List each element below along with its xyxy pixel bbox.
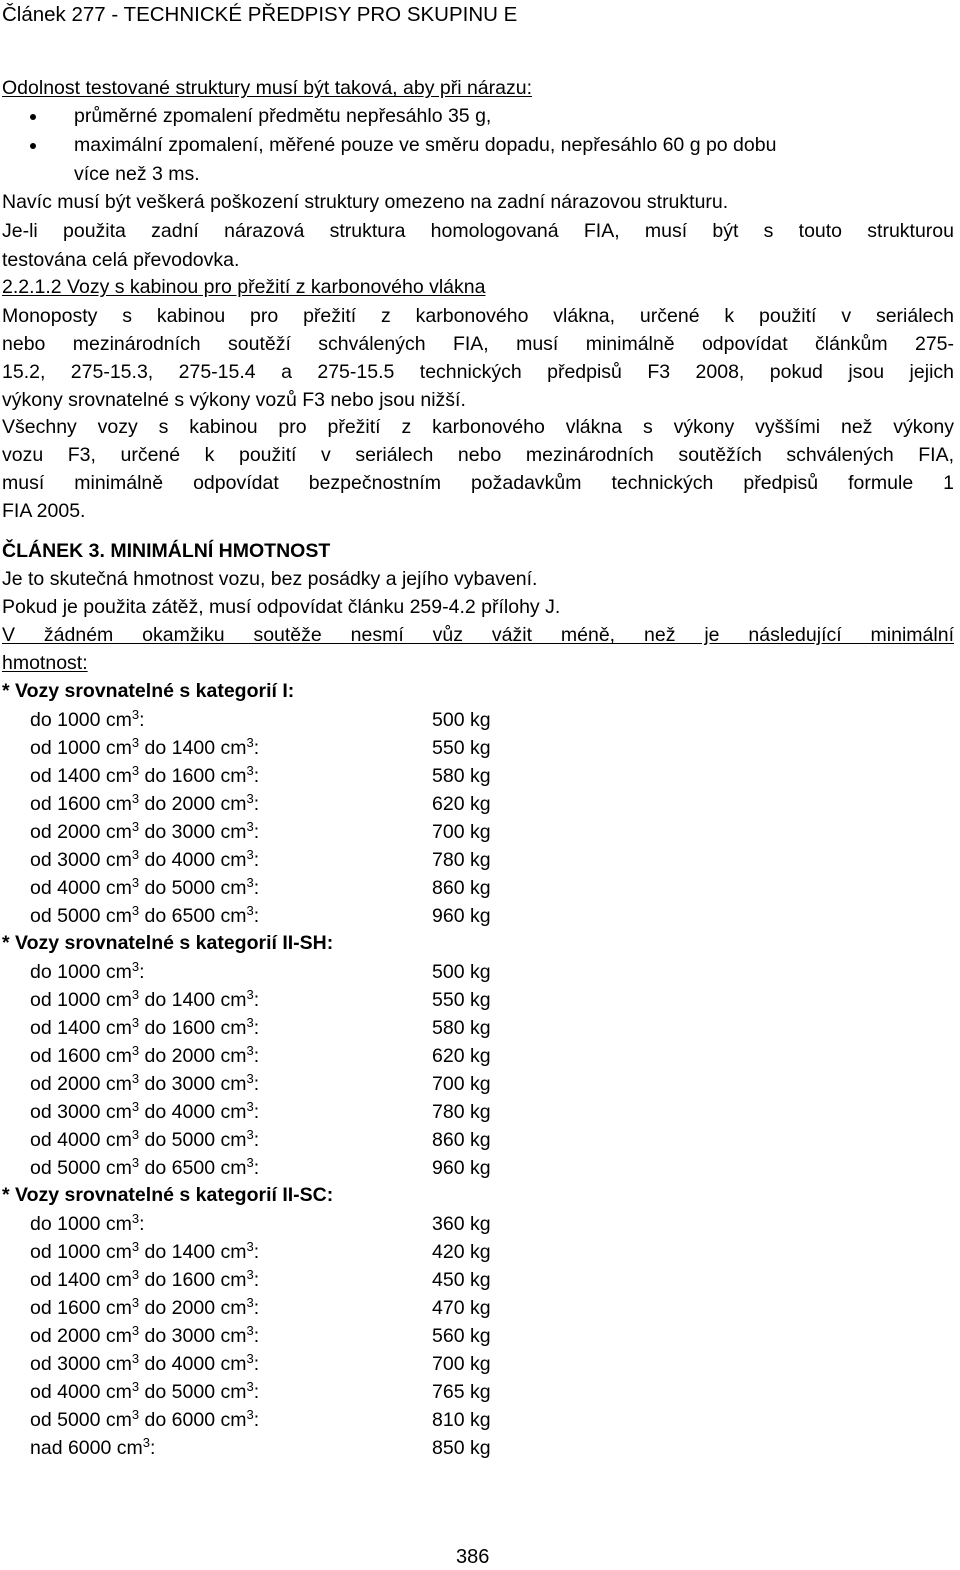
paragraph: Navíc musí být veškerá poškození struktury omezeno na zadní nárazovou strukturu. [2, 191, 729, 213]
paragraph: Pokud je použita zátěž, musí odpovídat článku 259-4.2 přílohy J. [2, 596, 561, 618]
intro-text: Odolnost testované struktury musí být taková, aby při nárazu: [2, 77, 533, 99]
paragraph-line: testována celá převodovka. [2, 249, 240, 271]
bullet-item: průměrné zpomalení předmětu nepřesáhlo 35 g, [74, 105, 492, 127]
page-title: Článek 277 - TECHNICKÉ PŘEDPISY PRO SKUPINU E [2, 3, 518, 26]
page-number: 386 [456, 1546, 490, 1568]
paragraph-line: FIA 2005. [2, 500, 86, 522]
article-heading: ČLÁNEK 3. MINIMÁLNÍ HMOTNOST [2, 540, 331, 562]
category-heading: * Vozy srovnatelné s kategorií II-SC: [2, 1184, 334, 1206]
paragraph-line: výkony srovnatelné s výkony vozů F3 nebo jsou nižší. [2, 389, 466, 411]
category-heading: * Vozy srovnatelné s kategorií I: [2, 680, 295, 702]
category-heading: * Vozy srovnatelné s kategorií II-SH: [2, 932, 334, 954]
paragraph-line: hmotnost: [2, 652, 88, 674]
paragraph-line: Všechny vozy s kabinou pro přežití z karbonového vlákna s výkony vyššími než výkony [2, 416, 954, 438]
paragraph-line: vozu F3, určené k použití v seriálech nebo mezinárodních soutěžích schválených FIA, [2, 444, 954, 466]
section-heading: 2.2.1.2 Vozy s kabinou pro přežití z karbonového vlákna [2, 276, 486, 298]
paragraph-line: musí minimálně odpovídat bezpečnostním požadavkům technických předpisů formule 1 [2, 472, 954, 494]
paragraph-line: Je-li použita zadní nárazová struktura homologovaná FIA, musí být s touto strukturou [2, 220, 954, 242]
bullet-icon [30, 143, 36, 149]
paragraph-line: Monoposty s kabinou pro přežití z karbonového vlákna, určené k použití v seriálech [2, 305, 954, 327]
paragraph-line: 15.2, 275-15.3, 275-15.4 a 275-15.5 technických předpisů F3 2008, pokud jsou jejich [2, 361, 954, 383]
paragraph-line: nebo mezinárodních soutěží schválených FIA, musí minimálně odpovídat článkům 275- [2, 333, 954, 355]
bullet-item-continuation: více než 3 ms. [74, 163, 200, 185]
bullet-item: maximální zpomalení, měřené pouze ve směru dopadu, nepřesáhlo 60 g po dobu [74, 134, 777, 156]
paragraph: Je to skutečná hmotnost vozu, bez posádky a jejího vybavení. [2, 568, 538, 590]
bullet-icon [30, 114, 36, 120]
paragraph-line: V žádném okamžiku soutěže nesmí vůz vážit méně, než je následující minimální [2, 624, 954, 646]
